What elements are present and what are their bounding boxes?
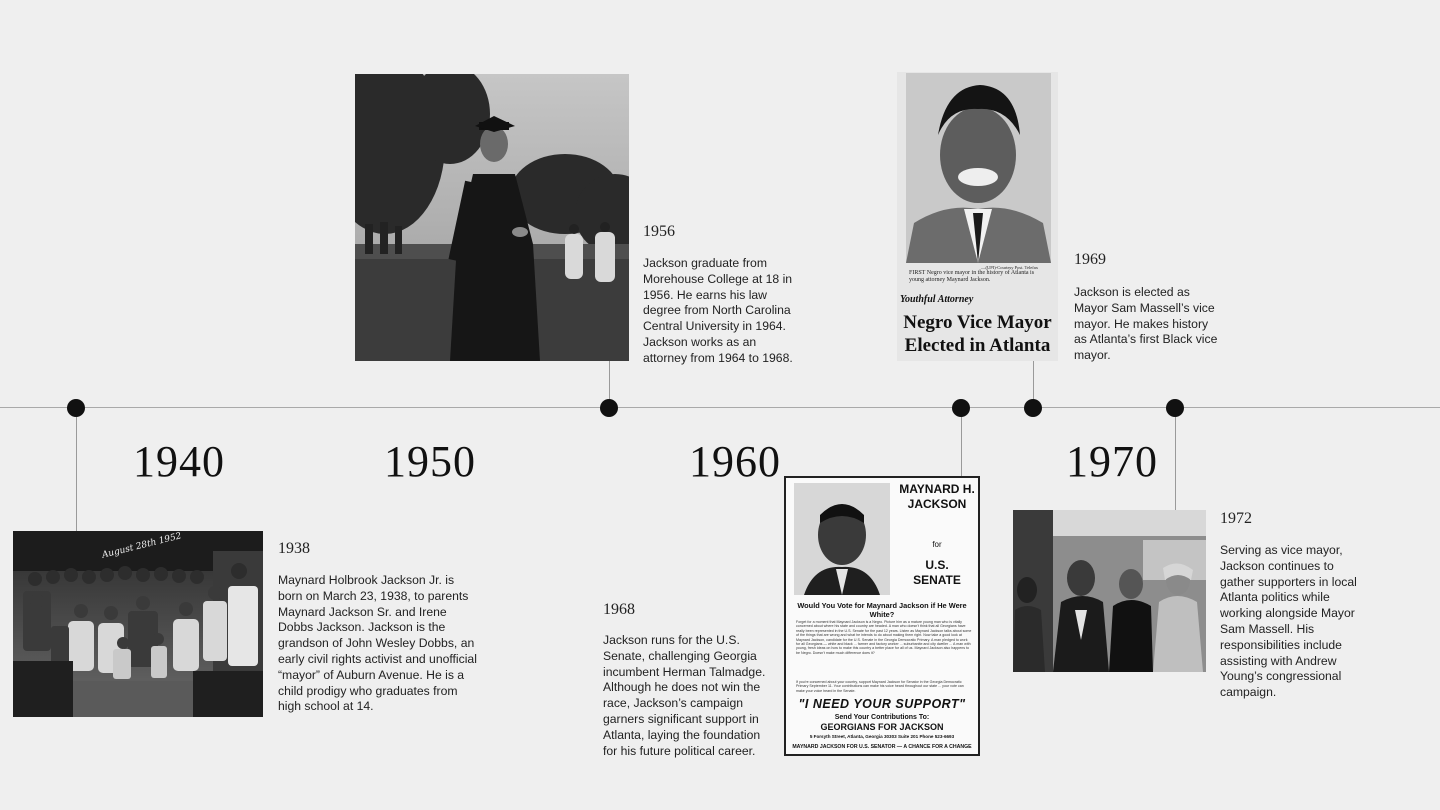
ad-send-line: Send Your Contributions To: [834, 714, 930, 721]
clipping-credit: —(UPI)-Courtesy Post. Telefax [981, 265, 1038, 270]
timeline-dot-1969 [1024, 399, 1042, 417]
event-year-1968: 1968 [603, 601, 635, 618]
photo-handwriting: August 28th 1952 [101, 531, 183, 561]
family-photo-1938 [13, 531, 263, 717]
newspaper-clipping-1969 [897, 72, 1058, 361]
timeline-dot-1968 [952, 399, 970, 417]
timeline-dot-1938 [67, 399, 85, 417]
timeline-axis [0, 407, 1440, 408]
connector-1972 [1175, 408, 1176, 510]
connector-1968 [961, 408, 962, 476]
ad-portrait [794, 483, 890, 595]
ad-footer: MAYNARD JACKSON FOR U.S. SENATOR — A CHANCE FOR A CHANGE [792, 744, 972, 750]
clipping-headline: Negro Vice Mayor Elected in Atlanta [903, 312, 1052, 356]
event-year-1972: 1972 [1220, 510, 1252, 527]
decade-label-1940: 1940 [133, 437, 225, 486]
clipping-subhead: Youthful Attorney [900, 294, 974, 305]
connector-1938 [76, 408, 77, 531]
event-text-1972: Serving as vice mayor, Jackson continues to gather supporters in local Atlanta politics while working alongside Mayor Sam Massell. His responsibilities include assisting with Andrew Young’s congressional campaign. [1220, 543, 1357, 700]
timeline-dot-1972 [1166, 399, 1184, 417]
event-text-1968: Jackson runs for the U.S. Senate, challenging Georgia incumbent Herman Talmadge. Although he does not win the race, Jackson’s campaign garners significant support in Atlanta, laying the foundation for his future political career. [603, 633, 766, 758]
ad-question: Would You Vote for Maynard Jackson if He Were White? [797, 601, 967, 619]
decade-label-1950: 1950 [384, 437, 476, 486]
event-year-1969: 1969 [1074, 251, 1106, 268]
timeline-dot-1956 [600, 399, 618, 417]
ad-body-1: Forget for a moment that Maynard Jackson is a Negro. Picture him as a mature young man who is vitally concerned about where his state and country are headed. A man who doesn't think that all Georgians have really been represented in the U.S. Senate for the past 12 years. Listen as Maynard Jackson talks about some of the things that are wrong and what he intends to do about making them right. Now take a good look at Maynard Jackson, candidate for the U.S. Senate in the Georgia Democratic Primary. A man pledged to work for all Georgians — white and black ... farmer and factory worker ... suburbanite and city dweller ... A man with young, fresh ideas on how to make this country a better place for all of us. Maynard Jackson also happens to be Negro. Doesn't make much difference does it? [796, 620, 972, 655]
event-text-1938: Maynard Holbrook Jackson Jr. is born on March 23, 1938, to parents Maynard Jackson Sr. and Irene Dobbs Jackson. Jackson is the grandson of John Wesley Dobbs, an early civil rights activist and unofficial “mayor” of Auburn Avenue. He is a child prodigy who graduates from high school at 14. [278, 573, 477, 714]
decade-label-1960: 1960 [689, 437, 781, 486]
event-text-1969: Jackson is elected as Mayor Sam Massell’s vice mayor. He makes history as Atlanta’s first Black vice mayor. [1074, 285, 1218, 363]
ad-for-label: for [932, 540, 942, 549]
ad-body-2: If you're concerned about your country, support Maynard Jackson for Senator in the Georgia Democratic Primary September 11. Your contributions can make his voice heard throughout our state ... your vote can make your voice heard in the Senate. [796, 680, 964, 693]
senate-campaign-ad-1968 [784, 476, 980, 756]
vice-mayor-photo-1972 [1013, 510, 1206, 672]
ad-org: GEORGIANS FOR JACKSON [820, 722, 944, 732]
clipping-caption: FIRST Negro vice mayor in the history of Atlanta is young attorney Maynard Jackson. [909, 270, 1035, 283]
ad-address: 5 Forsyth Street, Atlanta, Georgia 30303 Suite 201 Phone 523-6693 [809, 734, 955, 739]
event-year-1938: 1938 [278, 540, 310, 557]
ad-slogan: "I NEED YOUR SUPPORT" [798, 697, 966, 711]
graduation-photo-1956 [355, 74, 629, 361]
event-year-1956: 1956 [643, 223, 675, 240]
event-text-1956: Jackson graduate from Morehouse College at 18 in 1956. He earns his law degree from North Carolina Central University in 1964. Jackson works as an attorney from 1964 to 1968. [643, 256, 793, 365]
ad-office: U.S. SENATE [913, 558, 961, 587]
clipping-portrait [906, 73, 1051, 263]
decade-label-1970: 1970 [1066, 437, 1158, 486]
ad-candidate-name: MAYNARD H. JACKSON [899, 482, 975, 511]
